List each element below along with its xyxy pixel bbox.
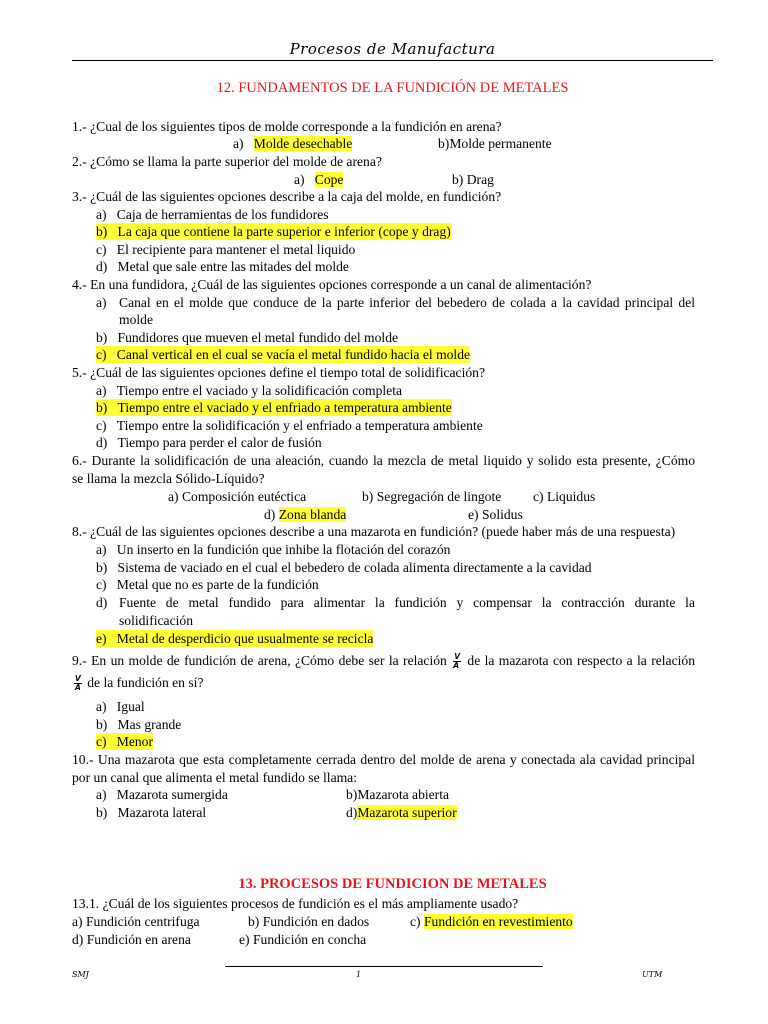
q10-option-a xyxy=(96,786,228,803)
fraction-numerator: V xyxy=(454,652,461,662)
va-fraction xyxy=(74,675,82,692)
option-letter: c) xyxy=(96,242,107,257)
option-text: Fundidores que mueven el metal fundido del molde xyxy=(117,330,399,345)
q8-option-a xyxy=(96,541,450,558)
q5-option-a xyxy=(96,382,402,399)
q9-text-part3: de la fundición en sí? xyxy=(87,675,204,690)
q6-option-e: e) Solidus xyxy=(468,507,523,522)
q3-option-b-highlighted xyxy=(96,223,451,240)
option-text: Mas grande xyxy=(117,717,182,732)
q5-option-d xyxy=(96,434,322,451)
option-letter: a) xyxy=(96,383,107,398)
fraction-denominator: A xyxy=(75,683,81,693)
option-letter: a) xyxy=(96,207,107,222)
question-8: 8.- ¿Cuál de las siguientes opciones describe a una mazarota en fundición? (puede haber más de una respuesta) xyxy=(72,524,676,539)
q13-option-e: e) Fundición en concha xyxy=(239,932,367,947)
answer-highlight: Fundición en revestimiento xyxy=(423,914,573,929)
option-letter: b) xyxy=(96,400,108,415)
footer-initials: SMJ xyxy=(72,970,89,979)
q10-option-b-lateral xyxy=(96,804,206,821)
option-text: Tiempo para perder el calor de fusión xyxy=(117,435,322,450)
q4-option-a-line2: molde xyxy=(119,312,153,327)
question-1: 1.- ¿Cual de los siguientes tipos de molde corresponde a la fundición en arena? xyxy=(72,119,502,134)
option-letter: a) xyxy=(233,136,244,151)
q8-option-c xyxy=(96,576,319,593)
question-4: 4.- En una fundidora, ¿Cuál de las siguientes opciones corresponde a un canal de alimentación? xyxy=(72,277,592,292)
q1-option-a xyxy=(233,135,352,152)
q13-option-a: a) Fundición centrifuga xyxy=(72,914,200,929)
option-letter: c) xyxy=(96,347,107,362)
answer-highlight: Mazarota superior xyxy=(357,805,457,820)
footer-rule xyxy=(225,966,543,967)
option-text: Tiempo entre el vaciado y el enfriado a temperatura ambiente xyxy=(117,400,452,415)
option-text: Tiempo entre la solidificación y el enfriado a temperatura ambiente xyxy=(116,418,483,433)
answer-highlight: Cope xyxy=(314,172,344,187)
question-9-line2 xyxy=(72,674,203,692)
option-letter: b) xyxy=(96,717,108,732)
q5-option-b-highlighted xyxy=(96,399,452,416)
q13-option-d: d) Fundición en arena xyxy=(72,932,191,947)
option-letter: a) xyxy=(96,699,107,714)
q2-option-b: b) Drag xyxy=(452,172,494,187)
option-text: Igual xyxy=(116,699,145,714)
fraction-numerator: V xyxy=(75,674,81,684)
option-letter: b) xyxy=(96,224,108,239)
option-text: Menor xyxy=(116,734,154,749)
q4-option-a-line1: Canal en el molde que conduce de la parte inferior del bebedero de colada a la cavidad principal del xyxy=(119,295,695,310)
header-rule xyxy=(72,60,713,61)
option-letter: c) xyxy=(410,914,421,929)
q1-option-b: b)Molde permanente xyxy=(438,136,552,151)
question-5: 5.- ¿Cuál de las siguientes opciones define el tiempo total de solidificación? xyxy=(72,365,485,380)
question-13-1: 13.1. ¿Cuál de los siguientes procesos de fundición es el más ampliamente usado? xyxy=(72,896,519,911)
option-text: La caja que contiene la parte superior e inferior (cope y drag) xyxy=(117,224,451,239)
question-6-line1: 6.- Durante la solidificación de una aleación, cuando la mezcla de metal liquido y solido esta presente, ¿Cómo xyxy=(72,453,695,468)
q9-option-a xyxy=(96,698,145,715)
option-letter: c) xyxy=(96,418,107,433)
option-text: Canal vertical en el cual se vacía el metal fundido hacia el molde xyxy=(116,347,471,362)
option-letter: a) xyxy=(96,787,107,802)
option-letter: a) xyxy=(294,172,305,187)
q4-option-c-highlighted xyxy=(96,346,470,363)
question-9-line1 xyxy=(72,652,695,670)
q6-option-a: a) Composición eutéctica xyxy=(168,489,307,504)
section-12-title: 12. FUNDAMENTOS DE LA FUNDICIÓN DE METALES xyxy=(216,80,569,96)
q8-option-d-line2: solidificación xyxy=(119,613,193,628)
q6-option-c: c) Liquidus xyxy=(533,489,596,504)
q9-option-c-highlighted xyxy=(96,733,153,750)
option-letter: b) xyxy=(96,560,108,575)
footer-institution: UTM xyxy=(642,970,663,979)
q4-option-a-letter: a) xyxy=(96,295,107,310)
q3-option-a xyxy=(96,206,329,223)
page-header-title: Procesos de Manufactura xyxy=(289,40,496,58)
section-13-title: 13. PROCESOS DE FUNDICION DE METALES xyxy=(238,876,547,892)
answer-highlight: Zona blanda xyxy=(278,507,347,522)
va-fraction xyxy=(453,653,461,670)
q5-option-c xyxy=(96,417,483,434)
q6-option-d xyxy=(264,506,346,523)
option-text: Caja de herramientas de los fundidores xyxy=(116,207,329,222)
q9-text-part2: de la mazarota con respecto a la relación xyxy=(467,653,695,668)
question-3: 3.- ¿Cuál de las siguientes opciones describe a la caja del molde, en fundición? xyxy=(72,189,502,204)
q13-option-c xyxy=(410,913,573,930)
option-letter: a) xyxy=(96,542,107,557)
q8-option-b xyxy=(96,559,592,576)
q13-option-b: b) Fundición en dados xyxy=(248,914,370,929)
option-letter: c) xyxy=(96,734,107,749)
q6-option-b: b) Segregación de lingote xyxy=(362,489,502,504)
option-letter: d) xyxy=(96,435,108,450)
q3-option-d xyxy=(96,258,349,275)
q4-option-b xyxy=(96,329,398,346)
q8-option-e-highlighted xyxy=(96,630,373,647)
question-6-line2: se llama la mezcla Sólido-Líquido? xyxy=(72,471,265,486)
option-text: Metal que no es parte de la fundición xyxy=(116,577,319,592)
option-text: El recipiente para mantener el metal liquido xyxy=(116,242,356,257)
fraction-denominator: A xyxy=(453,661,460,671)
option-text: Mazarota lateral xyxy=(117,805,207,820)
option-letter: b) xyxy=(96,805,108,820)
option-letter: d) xyxy=(264,507,276,522)
option-letter: e) xyxy=(96,631,107,646)
option-text: Sistema de vaciado en el cual el bebedero de colada alimenta directamente a la cavidad xyxy=(117,560,592,575)
q2-option-a xyxy=(294,171,343,188)
question-10-line2: por un canal que alimenta el metal fundido se llama: xyxy=(72,770,357,785)
option-text: Metal que sale entre las mitades del molde xyxy=(117,259,349,274)
q10-option-b-abierta: b)Mazarota abierta xyxy=(346,787,450,802)
question-10-line1: 10.- Una mazarota que esta completamente cerrada dentro del molde de arena y conectada ala cavidad principal xyxy=(72,752,695,767)
q3-option-c xyxy=(96,241,355,258)
option-text: Metal de desperdicio que usualmente se recicla xyxy=(116,631,374,646)
q10-option-d xyxy=(346,804,457,821)
q8-option-d-line1: Fuente de metal fundido para alimentar la fundición y compensar la contracción durante la xyxy=(119,595,695,610)
option-text: Tiempo entre el vaciado y la solidificación completa xyxy=(116,383,403,398)
q9-text-part1: 9.- En un molde de fundición de arena, ¿Cómo debe ser la relación xyxy=(72,653,447,668)
q9-option-b xyxy=(96,716,181,733)
q8-option-d-letter: d) xyxy=(96,595,108,610)
option-letter: b) xyxy=(96,330,108,345)
footer-page-number: 1 xyxy=(356,970,362,979)
option-text: Un inserto en la fundición que inhibe la flotación del corazón xyxy=(116,542,451,557)
option-letter: d) xyxy=(346,805,358,820)
option-text: Mazarota sumergida xyxy=(116,787,228,802)
option-letter: d) xyxy=(96,259,108,274)
answer-highlight: Molde desechable xyxy=(253,136,353,151)
question-2: 2.- ¿Cómo se llama la parte superior del molde de arena? xyxy=(72,154,382,169)
option-letter: c) xyxy=(96,577,107,592)
